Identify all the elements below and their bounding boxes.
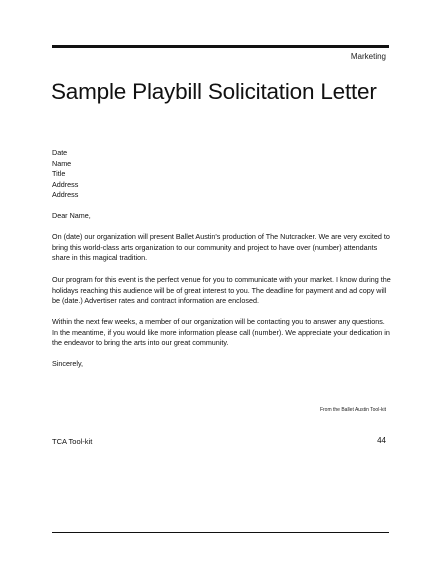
source-credit: From the Ballet Austin Tool-kit — [319, 407, 386, 413]
header-rule — [52, 45, 389, 48]
section-label: Marketing — [350, 52, 386, 61]
paragraph-3: Within the next few weeks, a member of our organization will be contacting you to answer any questions. In the meantime, if you would like more information please call (number). We appreciate your dedication in the endeavor to bring the arts into our great community. — [52, 317, 390, 347]
address-block — [52, 148, 392, 201]
salutation: Dear Name, — [52, 211, 91, 220]
address-line-address-2: Address — [52, 190, 79, 199]
address-line-title: Title — [52, 169, 66, 178]
paragraph-1: On (date) our organization will present Ballet Austin's production of The Nutcracker. We are very excited to bring this world-class arts organization to our community and project to have over (number) attendants share in this magical tradition. — [52, 232, 390, 262]
closing: Sincerely, — [52, 359, 84, 368]
footer-label: TCA Tool-kit — [52, 437, 93, 446]
page-number: 44 — [377, 436, 386, 445]
address-line-address: Address — [52, 179, 79, 189]
footer-rule — [52, 532, 389, 533]
paragraph-2: Our program for this event is the perfect venue for you to communicate with your market. I know during the holidays reaching this audience will be of great interest to you. The deadline for payment and ad copy will be (date.) Advertiser rates and contract information are enclosed. — [52, 275, 391, 305]
page-title: Sample Playbill Solicitation Letter — [51, 79, 377, 104]
address-line-name: Name — [52, 158, 72, 168]
address-line-date: Date — [52, 148, 68, 157]
